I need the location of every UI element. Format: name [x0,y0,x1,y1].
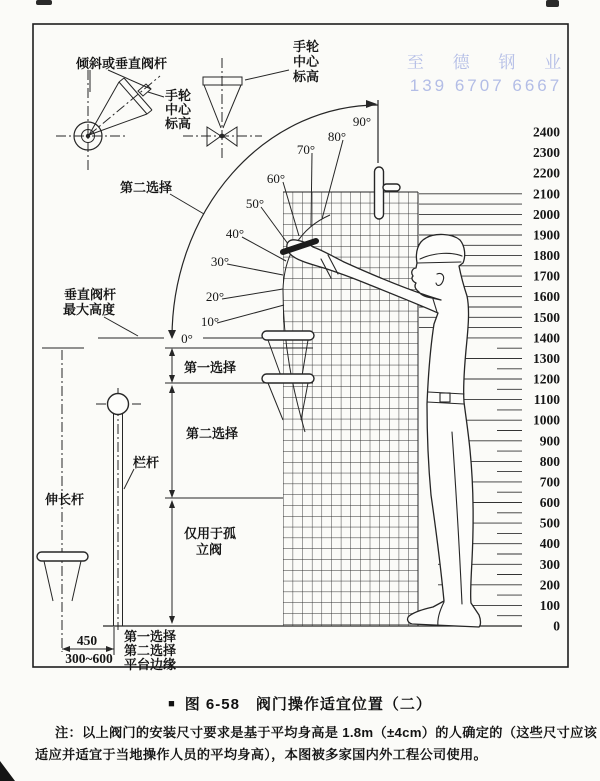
label-platform-row-2: 第二选择 [124,643,177,658]
label-vstem-max-1: 垂直阀杆 [64,287,117,302]
scale-value: 2300 [533,145,560,161]
watermark-phone: 139 6707 6667 [409,76,563,95]
angle-90: 90° [352,114,372,129]
label-isolated-2: 立阀 [196,542,223,557]
angle-30: 30° [210,254,230,269]
scale-value: 2100 [533,186,560,202]
label-handwheel-3: 标高 [164,116,192,131]
scale-value: 2200 [533,165,560,181]
label-handwheel-2: 中心 [164,102,192,117]
arc-arrow-90deg [366,100,377,108]
angle-40: 40° [225,226,245,241]
label-platform-row-3: 平台边缘 [124,657,177,672]
scan-edge-mark [546,0,559,7]
angle-0: 0° [181,331,193,346]
inclined-valve-sketch [56,70,164,170]
scale-value: 1600 [533,289,560,305]
dim-450: 450 [76,633,98,648]
label-handwheel-1: 手轮 [164,88,192,103]
figure-note-line1: 注：以上阀门的安装尺寸要求是基于平均身高是 1.8m（±4cm）的人确定的（这些尺寸应该 [55,725,598,740]
leader-vertical-stem-max [104,317,138,336]
scale-value: 300 [539,556,560,572]
scale-value: 2400 [533,124,560,140]
vertical-valve-sketch [183,58,289,158]
label-vstem-max-2: 最大高度 [63,302,116,317]
label-second-choice: 第二选择 [186,426,239,441]
handle-bar-lower [262,374,314,383]
leader-railing [124,469,134,489]
watermark-company: 至 德 钢 业 [406,53,574,72]
label-handwheel-top-3: 标高 [292,69,320,84]
label-extension-rod: 伸长杆 [45,492,85,507]
leader-second-choice-arc [170,194,204,214]
dim-range: 300~600 [65,651,113,666]
page-corner-artifact [0,761,15,781]
scale-value: 1400 [533,330,560,346]
label-railing: 栏杆 [133,455,160,470]
scale-value: 500 [539,515,560,531]
figure-caption [0,693,600,714]
angle-80: 80° [327,129,347,144]
scale-value: 200 [539,577,560,593]
scale-value: 1100 [533,392,560,408]
scale-value: 600 [539,495,560,510]
leader-b [108,70,151,89]
scale-value: 2000 [533,206,560,222]
label-second-choice-arc: 第二选择 [120,180,173,195]
label-platform-row-1: 第一选择 [124,629,177,644]
handle-bar-upper [262,331,314,340]
angle-60: 60° [266,171,286,186]
scale-value: 0 [553,618,560,634]
leader-d [245,70,289,80]
scale-value: 1500 [533,309,560,325]
watermark [407,53,573,95]
scale-value: 1900 [533,227,560,243]
angle-70: 70° [296,142,316,157]
angle-10: 10° [200,314,220,329]
scale-value: 800 [539,453,560,469]
scale-value: 1800 [533,248,560,264]
label-first-choice: 第一选择 [184,360,237,375]
scan-edge-mark [36,0,52,5]
scale-value: 400 [539,536,560,552]
arc-arrow-0deg [168,330,176,339]
scale-value: 1700 [533,268,560,284]
leader-c [148,92,164,97]
scale-value: 1200 [533,371,560,387]
dimension-lines [169,348,175,624]
railing-rod [96,388,141,630]
label-handwheel-top-2: 中心 [292,54,320,69]
angle-20: 20° [205,289,225,304]
scale-value: 900 [539,433,560,449]
caption-title: 图 6-58 阀门操作适宜位置（二） [184,696,432,713]
angle-50: 50° [245,196,265,211]
label-stem-incline: 倾斜或垂直阀杆 [76,56,168,71]
caption-marker: ■ [168,698,176,710]
label-isolated-1: 仅用于孤 [184,526,237,541]
figure-note-line2: 适应并适宜于当地操作人员的平均身高），本图被多家国内外工程公司使用。 [35,747,487,762]
scale-value: 700 [539,474,560,490]
scale-value: 100 [539,597,560,613]
scale-value: 1000 [533,412,560,428]
label-handwheel-top-1: 手轮 [292,39,320,54]
scale-value: 1300 [533,351,560,366]
